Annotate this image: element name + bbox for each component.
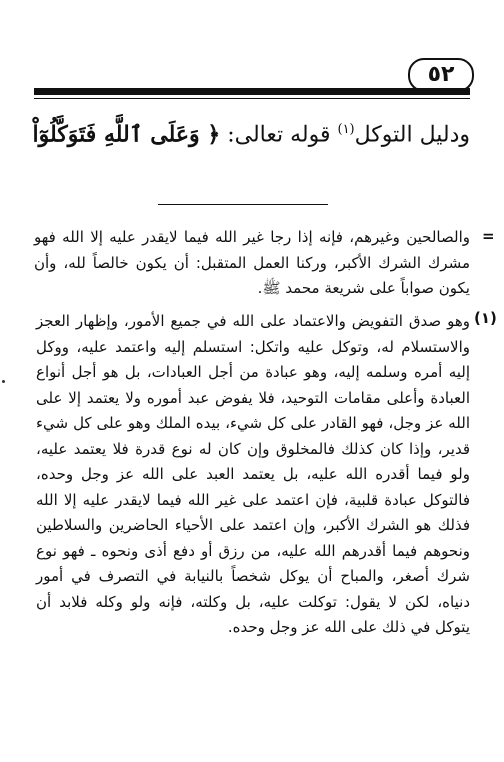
footnote-text: وهو صدق التفويض والاعتماد على الله في جميع الأمور، وإظهار العجز والاستسلام له، وتوكل عليه واتكل: استسلم إليه واعتمد عليه، ووكل إليه أمره وسلمه إليه، وهو عبادة من أجل العبادات، بل هو أجل أنواع العبادة وأعلى مقامات التوحيد، فلا يفوض عبد أموره ولا يعتمد إلا على الله عز وجل، فهو القادر على كل شيء، بيده الملك وهو على كل شيء قدير، وإذا كان كذلك فالمخلوق وإن كان له نوع قدرة فلا يعتمد عليه، ولو فيما أقدره الله عليه، بل يعتمد العبد على الله عز وجل وحده، فالتوكل عبادة قلبية، فإن اعتمد على غير الله فيما لايقدر عليه إلا الله فذلك هو الشرك الأكبر، وإن اعتمد على الأحياء الحاضرين والسلاطين ونحوهم فيما أقدرهم الله عليه، من رزق أو دفع أذى ونحوه ـ فهو نوع شرك أصغر، والمباح أن يوكل شخصاً بالنيابة في التصرف في أمور دنياه، لكن لا يقول: توكلت عليه، بل وكلته، فإنه ولو وكله فلابد أن يتوكل في ذلك على الله عز وجل وحده. [36,312,470,636]
scan-speck [2,380,5,383]
page-number: ٥٢ [427,62,455,87]
quran-quote: ﴿ وَعَلَى ٱللَّهِ فَتَوَكَّلُوٓاْ [32,121,221,148]
main-text-cont: قوله تعالى: [220,122,338,148]
page-number-badge [408,58,474,92]
header-rule-thin [34,98,470,99]
footnote-number: (١) [474,309,497,327]
main-text: ودليل التوكل [354,122,470,148]
footnote-separator [158,204,328,205]
header-rule-thick [34,88,470,95]
continuation-marker: = [482,227,495,245]
main-text-line [30,110,470,155]
footnote-continuation: والصالحين وغيرهم، فإنه إذا رجا غير الله فيما لايقدر عليه إلا الله فهو مشرك الشرك الأكبر، وركنا العمل المتقبل: أن يكون خالصاً لله، وأن يكون صواباً على شريعة محمد ﷺ. [34,228,470,297]
footnote-reference: (١) [337,122,355,137]
